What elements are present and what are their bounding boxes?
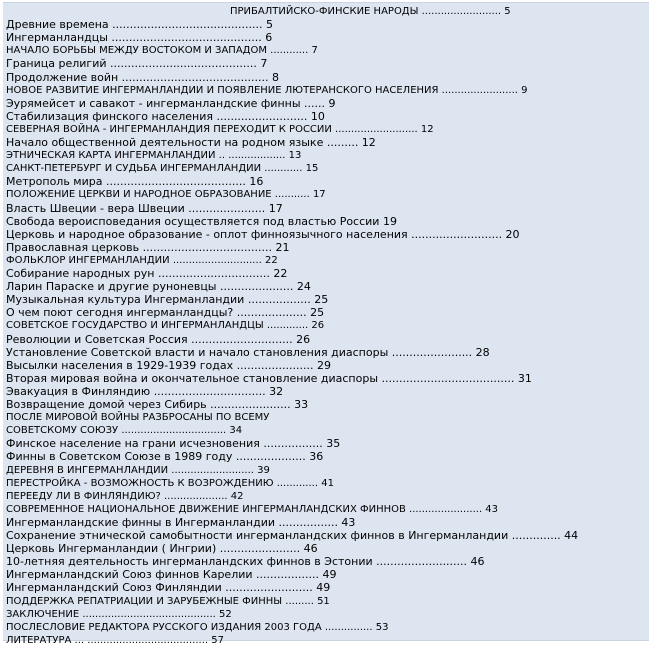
toc-entry[interactable]: ЛИТЕРАТУРА ... ...................................... 57 xyxy=(6,634,224,646)
toc-entry[interactable]: Ларин Параске и другие руноневцы ..................... 24 xyxy=(6,280,311,294)
toc-entry[interactable]: Ингерманландцы ........................................... 6 xyxy=(6,31,273,45)
toc-entry[interactable]: 10-летняя деятельность ингерманландских финнов в Эстонии .......................... 46 xyxy=(6,555,485,569)
toc-entry[interactable]: СОВЕТСКОМУ СОЮЗУ ................................. 34 xyxy=(6,425,243,437)
toc-entry[interactable]: Свобода вероисповедания осуществляется под властью России 19 xyxy=(6,214,397,228)
toc-entry[interactable]: Православная церковь ..................................... 21 xyxy=(6,240,290,254)
toc-entry[interactable]: Сохранение этнической самобытности ингерманландских финнов в Ингерманландии .............. 44 xyxy=(6,529,579,542)
toc-entry[interactable]: ДЕРЕВНЯ В ИНГЕРМАНЛАНДИИ .......................... 39 xyxy=(6,464,270,476)
toc-entry[interactable]: ПОДДЕРЖКА РЕПАТРИАЦИИ И ЗАРУБЕЖНЫЕ ФИННЫ ......... 51 xyxy=(6,595,330,607)
toc-entry[interactable]: Эвакуация в Финляндию ................................ 32 xyxy=(6,384,284,398)
toc-entry[interactable]: ПОСЛЕ МИРОВОЙ ВОЙНЫ РАЗБРОСАНЫ ПО ВСЕМУ xyxy=(6,412,270,424)
toc-entry[interactable]: Финны в Советском Союзе в 1989 году .................... 36 xyxy=(6,450,324,464)
toc-entry[interactable]: Начало общественной деятельности на родном языке ......... 12 xyxy=(6,136,376,149)
toc-entry[interactable]: ПЕРЕЕДУ ЛИ В ФИНЛЯНДИЮ? .................... 42 xyxy=(6,490,244,502)
toc-entry[interactable]: ФОЛЬКЛОР ИНГЕРМАНЛАНДИИ ............................ 22 xyxy=(6,254,278,266)
toc-entry[interactable]: Метрополь мира ........................................ 16 xyxy=(6,175,264,189)
toc-entry[interactable]: Музыкальная культура Ингерманландии .................. 25 xyxy=(6,293,329,307)
toc-entry[interactable]: НАЧАЛО БОРЬБЫ МЕЖДУ ВОСТОКОМ И ЗАПАДОМ ............ 7 xyxy=(6,45,318,57)
toc-entry[interactable]: ПРИБАЛТИЙСКО-ФИНСКИЕ НАРОДЫ ......................... 5 xyxy=(230,6,511,17)
toc-entry[interactable]: Граница религий .......................................... 7 xyxy=(6,57,268,71)
toc-entry[interactable]: Финское население на грани исчезновения ................. 35 xyxy=(6,437,341,451)
toc-entry[interactable]: Церковь и народное образование - оплот финноязычного населения .......................... 20 xyxy=(6,227,520,241)
toc-entry[interactable]: ПЕРЕСТРОЙКА - ВОЗМОЖНОСТЬ К ВОЗРОЖДЕНИЮ ............. 41 xyxy=(6,477,334,489)
toc-entry[interactable]: Установление Советской власти и начало становления диаспоры ....................... 28 xyxy=(6,345,490,359)
toc-entry[interactable]: Церковь Ингерманландии ( Ингрии) ....................... 46 xyxy=(6,542,318,556)
toc-entry[interactable]: Ингерманландские финны в Ингерманландии ................. 43 xyxy=(6,515,356,529)
toc-entry[interactable]: ПОСЛЕСЛОВИЕ РЕДАКТОРА РУССКОГО ИЗДАНИЯ 2003 ГОДА ............... 53 xyxy=(6,621,389,633)
toc-entry[interactable]: Стабилизация финского населения .......................... 10 xyxy=(6,109,325,123)
toc-entry[interactable]: НОВОЕ РАЗВИТИЕ ИНГЕРМАНЛАНДИИ И ПОЯВЛЕНИЕ ЛЮТЕРАНСКОГО НАСЕЛЕНИЯ ........................ 9 xyxy=(6,84,528,96)
toc-entry[interactable]: Вторая мировая война и окончательное становление диаспоры ...................................... 31 xyxy=(6,371,532,385)
toc-entry[interactable]: СОВЕТСКОЕ ГОСУДАРСТВО И ИНГЕРМАНЛАНДЦЫ ............. 26 xyxy=(6,320,325,332)
toc-entry[interactable]: Высылки населения в 1929-1939 годах ...................... 29 xyxy=(6,358,331,372)
toc-entry[interactable]: Собирание народных рун ................................ 22 xyxy=(6,267,288,280)
table-of-contents xyxy=(3,2,649,646)
toc-entry[interactable]: Возвращение домой через Сибирь ....................... 33 xyxy=(6,398,309,411)
toc-entry[interactable]: Ингерманландский Союз Финляндии ......................... 49 xyxy=(6,581,331,595)
toc-entry[interactable]: ЭТНИЧЕСКАЯ КАРТА ИНГЕРМАНЛАНДИИ .. .................. 13 xyxy=(6,150,302,162)
toc-entry[interactable]: Эурямейсет и савакот - ингерманландские финны ...... 9 xyxy=(6,96,336,110)
toc-entry[interactable]: ПОЛОЖЕНИЕ ЦЕРКВИ И НАРОДНОЕ ОБРАЗОВАНИЕ ........... 17 xyxy=(6,189,326,201)
toc-entry[interactable]: Власть Швеции - вера Швеции ...................... 17 xyxy=(6,201,283,215)
toc-entry[interactable]: Революции и Советская Россия ............................. 26 xyxy=(6,332,311,346)
toc-entry[interactable]: Древние времена ........................................... 5 xyxy=(6,18,274,32)
toc-entry[interactable]: СОВРЕМЕННОЕ НАЦИОНАЛЬНОЕ ДВИЖЕНИЕ ИНГЕРМАНЛАНДСКИХ ФИННОВ ....................... 43 xyxy=(6,503,499,515)
toc-entry[interactable]: СЕВЕРНАЯ ВОЙНА - ИНГЕРМАНЛАНДИЯ ПЕРЕХОДИТ К РОССИИ .......................... 12 xyxy=(6,123,434,135)
toc-entry[interactable]: Ингерманландский Союз финнов Карелии .................. 49 xyxy=(6,568,337,582)
toc-entry[interactable]: Продолжение войн .......................................... 8 xyxy=(6,70,280,84)
toc-entry[interactable]: О чем поют сегодня ингерманландцы? .................... 25 xyxy=(6,306,325,320)
toc-entry[interactable]: ЗАКЛЮЧЕНИЕ .......................................... 52 xyxy=(6,608,232,620)
toc-entry[interactable]: САНКТ-ПЕТЕРБУРГ И СУДЬБА ИНГЕРМАНЛАНДИИ ............ 15 xyxy=(6,163,319,175)
